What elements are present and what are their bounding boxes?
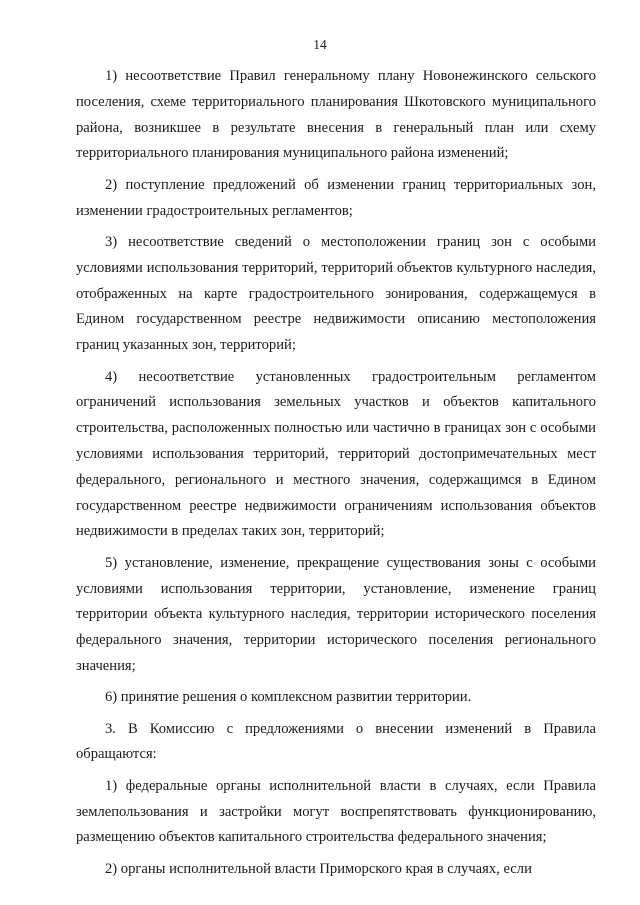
- paragraph-item-4: 4) несоответствие установленных градостроительным регламентом ограничений использования земельных участков и объектов капитального строительства, расположенных полностью или частично в границах зон с особыми условиями использования территорий, территорий достопримечательных мест федерального, регионального и местного значения, содержащимся в Едином государственном реестре недвижимости ограничениям использования объектов недвижимости в пределах таких зон, территорий;: [76, 368, 596, 540]
- paragraph-item-2: 2) поступление предложений об изменении границ территориальных зон, изменении градостроительных регламентов;: [76, 176, 596, 219]
- page-number: 14: [313, 37, 327, 52]
- document-body: [76, 64, 596, 888]
- paragraph-item-3: 3) несоответствие сведений о местоположении границ зон с особыми условиями использования территорий, территорий объектов культурного наследия, отображенных на карте градостроительного зонирования, содержащемуся в Едином государственном реестре недвижимости описанию местоположения границ указанных зон, территорий;: [76, 233, 596, 354]
- paragraph-subitem-2: 2) органы исполнительной власти Приморского края в случаях, если: [105, 860, 532, 877]
- paragraph-item-5: 5) установление, изменение, прекращение существования зоны с особыми условиями использования территории, установление, изменение границ территории объекта культурного наследия, территории исторического поселения федерального значения, территории исторического поселения регионального значения;: [76, 554, 596, 674]
- paragraph-section-3: 3. В Комиссию с предложениями о внесении изменений в Правила обращаются:: [76, 720, 596, 763]
- paragraph-item-6: 6) принятие решения о комплексном развитии территории.: [105, 689, 472, 706]
- paragraph-item-1: 1) несоответствие Правил генеральному плану Новонежинского сельского поселения, схеме территориального планирования Шкотовского муниципального района, возникшее в результате внесения в генеральный план или схему территориального планирования муниципального района изменений;: [76, 68, 596, 162]
- paragraph-subitem-1: 1) федеральные органы исполнительной власти в случаях, если Правила землепользования и застройки могут воспрепятствовать функционированию, размещению объектов капитального строительства федерального значения;: [76, 777, 596, 846]
